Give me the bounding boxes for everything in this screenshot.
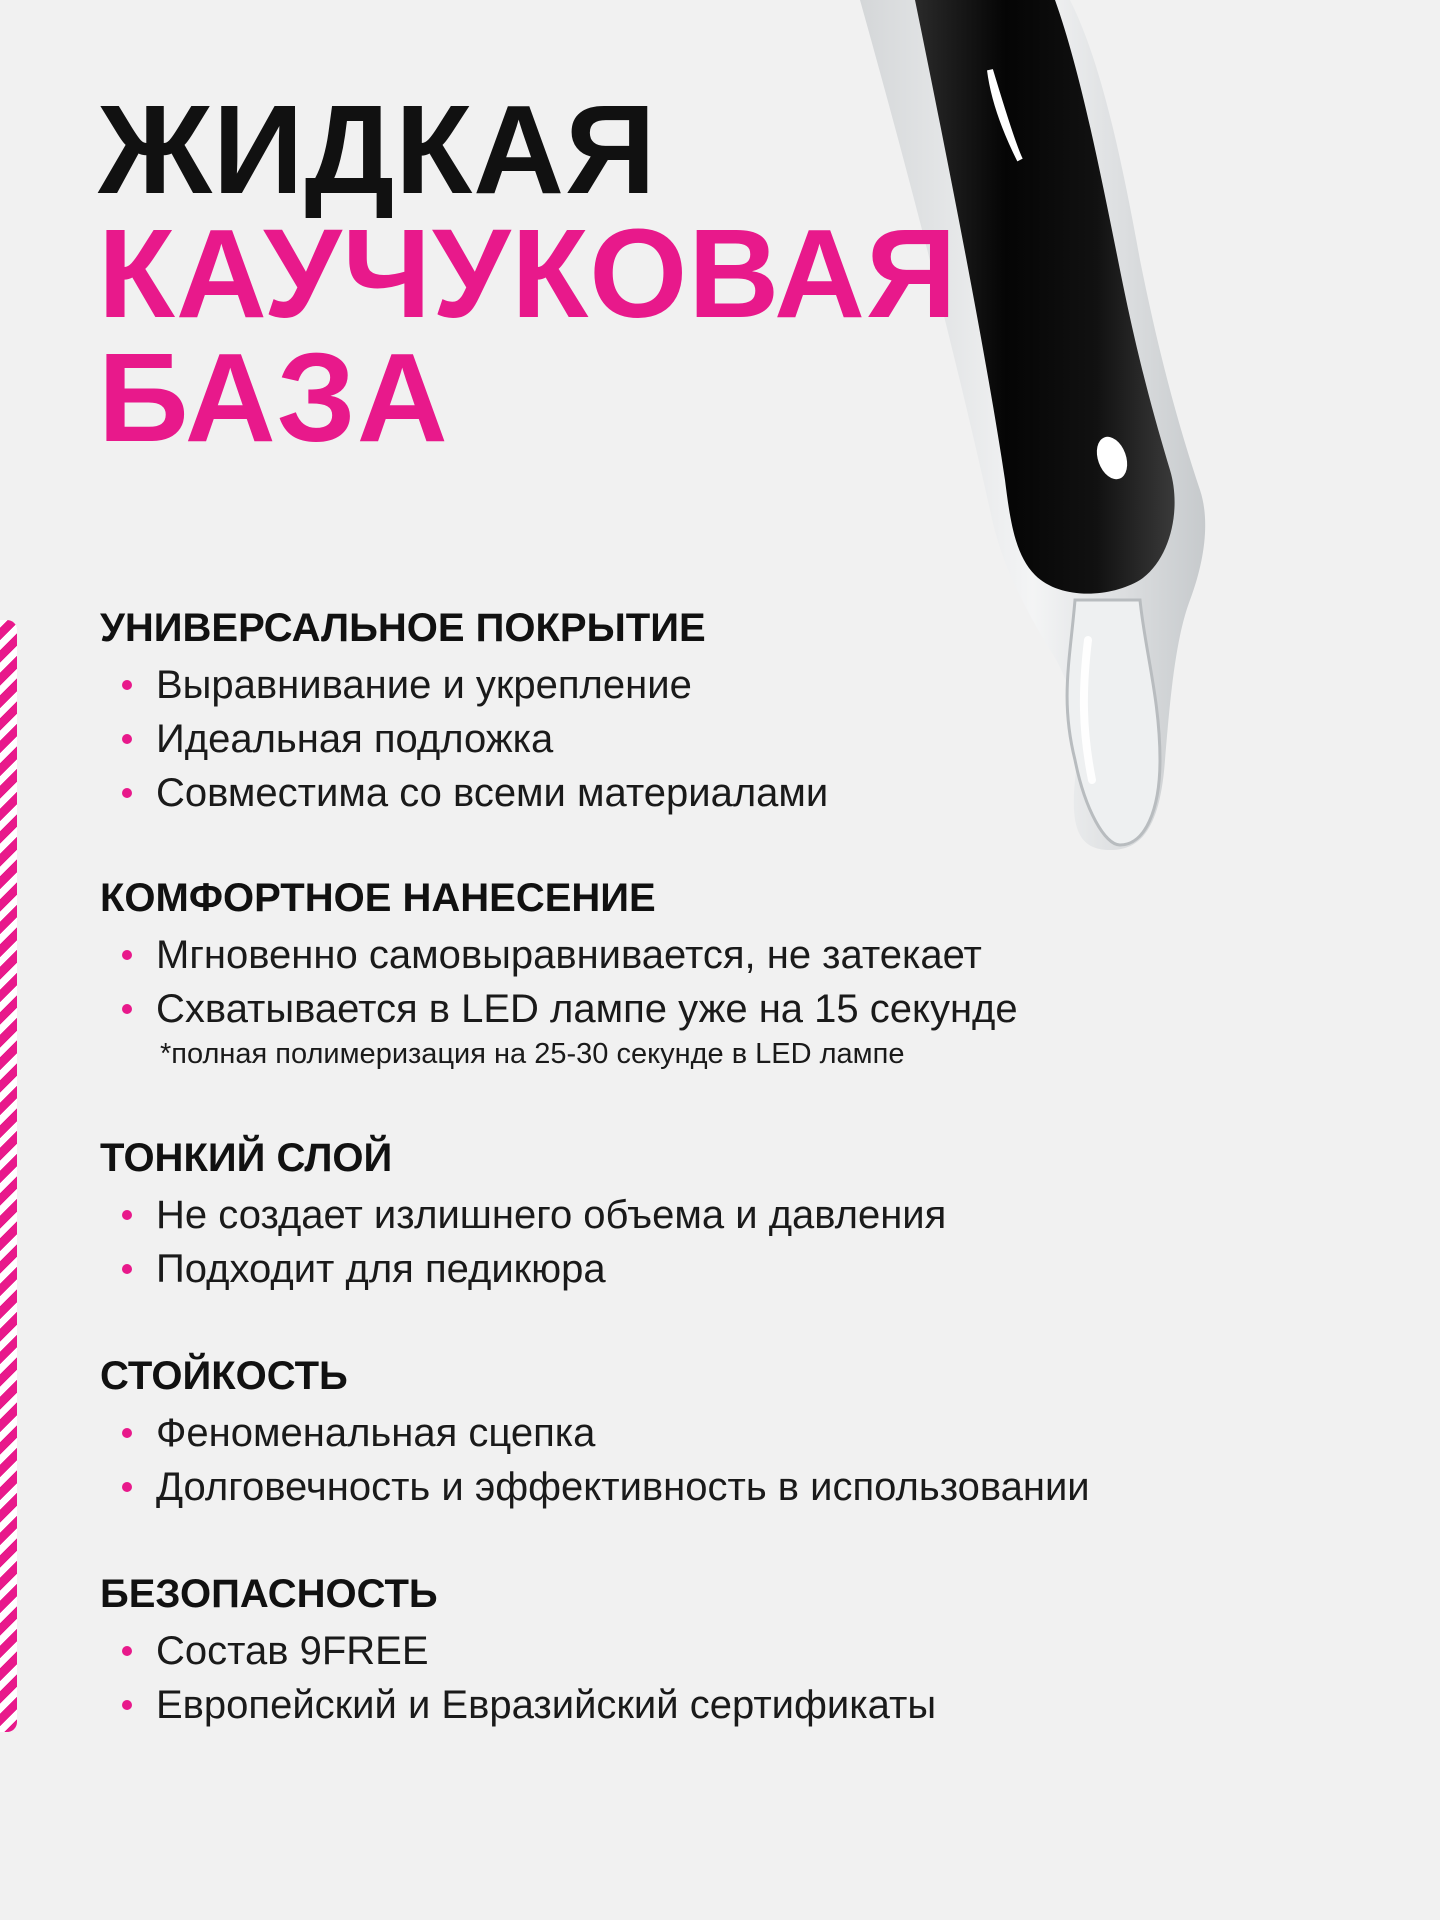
decorative-stripe <box>0 620 17 1732</box>
list-item <box>100 1406 1340 1460</box>
list-item-text: Мгновенно самовыравнивается, не затекает <box>156 933 982 977</box>
section-title: УНИВЕРСАЛЬНОЕ ПОКРЫТИЕ <box>100 606 706 650</box>
list-item <box>100 1678 1340 1732</box>
section-items <box>100 1624 1340 1732</box>
section-title: ТОНКИЙ СЛОЙ <box>100 1136 393 1180</box>
list-item <box>100 712 1340 766</box>
section-thin-layer <box>100 1134 1340 1296</box>
footnote: *полная полимеризация на 25-30 секунде в LED лампе <box>160 1038 905 1070</box>
bullet-dot-icon <box>122 788 132 798</box>
list-item-text: Долговечность и эффективность в использовании <box>156 1465 1090 1509</box>
section-items <box>100 1406 1340 1514</box>
list-item <box>100 1460 1340 1514</box>
headline-line-3: БАЗА <box>98 327 449 468</box>
section-durability <box>100 1352 1340 1514</box>
section-universal-coating <box>100 604 1340 820</box>
bullet-dot-icon <box>122 1646 132 1656</box>
headline-line-2: КАУЧУКОВАЯ <box>98 203 958 344</box>
section-items <box>100 928 1340 1036</box>
list-item-text: Идеальная подложка <box>156 717 554 761</box>
bullet-dot-icon <box>122 1210 132 1220</box>
section-safety <box>100 1570 1340 1732</box>
list-item <box>100 928 1340 982</box>
headline <box>98 79 958 468</box>
bullet-dot-icon <box>122 680 132 690</box>
bullet-dot-icon <box>122 1428 132 1438</box>
bullet-dot-icon <box>122 1482 132 1492</box>
section-title: БЕЗОПАСНОСТЬ <box>100 1572 438 1616</box>
section-items <box>100 1188 1340 1296</box>
list-item-text: Европейский и Евразийский сертификаты <box>156 1683 937 1727</box>
list-item-text: Выравнивание и укрепление <box>156 663 692 707</box>
section-title: СТОЙКОСТЬ <box>100 1354 348 1398</box>
list-item-text: Подходит для педикюра <box>156 1247 606 1291</box>
bullet-dot-icon <box>122 734 132 744</box>
list-item <box>100 658 1340 712</box>
list-item-text: Совместима со всеми материалами <box>156 771 829 815</box>
list-item <box>100 1624 1340 1678</box>
section-comfortable-application <box>100 874 1340 1072</box>
list-item-text: Феноменальная сцепка <box>156 1411 596 1455</box>
section-title: КОМФОРТНОЕ НАНЕСЕНИЕ <box>100 876 656 920</box>
list-item-text: Схватывается в LED лампе уже на 15 секунде <box>156 987 1018 1031</box>
headline-line-1: ЖИДКАЯ <box>98 79 657 220</box>
section-items <box>100 658 1340 820</box>
bullet-dot-icon <box>122 1264 132 1274</box>
list-item-text: Состав 9FREE <box>156 1629 429 1673</box>
list-item <box>100 1188 1340 1242</box>
list-item <box>100 1242 1340 1296</box>
bullet-dot-icon <box>122 1004 132 1014</box>
list-item <box>100 982 1340 1036</box>
list-item-text: Не создает излишнего объема и давления <box>156 1193 947 1237</box>
bullet-dot-icon <box>122 1700 132 1710</box>
list-item <box>100 766 1340 820</box>
bullet-dot-icon <box>122 950 132 960</box>
